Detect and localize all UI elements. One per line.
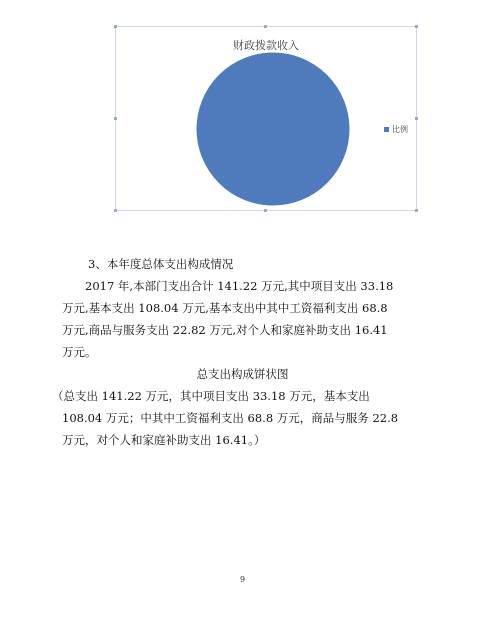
paragraph-line: 万元,商品与服务支出 22.82 万元,对个人和家庭补助支出 16.41 <box>62 323 388 337</box>
chart-legend <box>384 124 408 135</box>
legend-swatch <box>384 127 389 132</box>
note-line: （总支出 141.22 万元，其中项目支出 33.18 万元，基本支出 <box>52 389 370 403</box>
figure-caption: 总支出构成饼状图 <box>196 367 289 381</box>
page-number: 9 <box>239 575 246 584</box>
pie-chart[interactable] <box>116 27 416 210</box>
note-line: 万元，对个人和家庭补助支出 16.41。） <box>62 433 266 447</box>
paragraph-line: 万元。 <box>62 345 97 359</box>
chart-frame <box>115 26 417 211</box>
pie-slice-比例[interactable] <box>196 52 350 206</box>
chart-title: 财政拨款收入 <box>233 39 299 52</box>
section-heading: 3、本年度总体支出构成情况 <box>88 257 234 271</box>
legend-label: 比例 <box>392 125 408 134</box>
paragraph-line: 万元,基本支出 108.04 万元,基本支出中其中工资福利支出 68.8 <box>62 301 388 315</box>
paragraph-line: 2017 年,本部门支出合计 141.22 万元,其中项目支出 33.18 <box>85 279 394 293</box>
note-line: 108.04 万元；中其中工资福利支出 68.8 万元，商品与服务 22.8 <box>62 411 399 425</box>
